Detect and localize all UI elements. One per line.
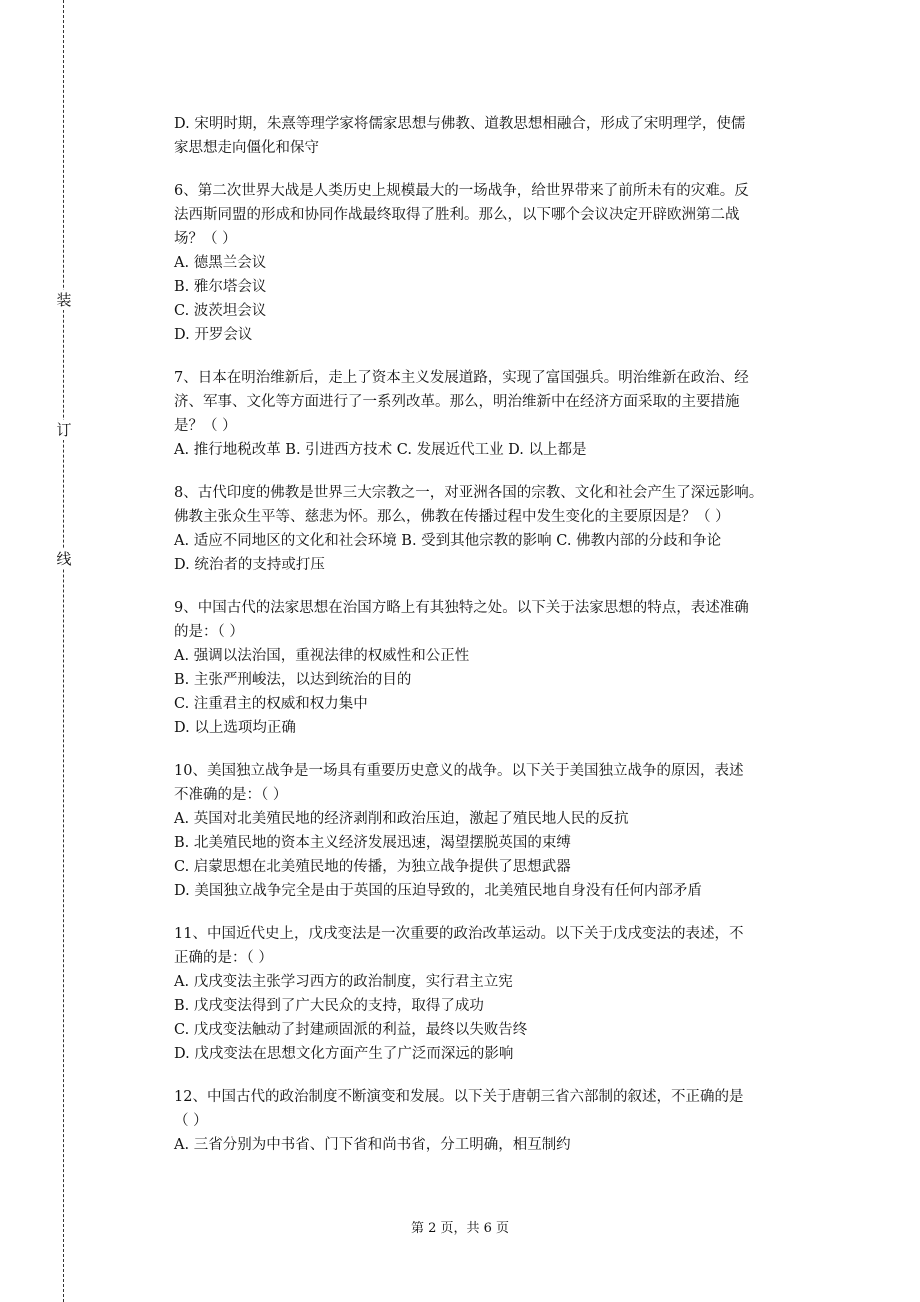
- question-line: A. 三省分别为中书省、门下省和尚书省，分工明确，相互制约: [174, 1137, 571, 1153]
- question-line: A. 戊戌变法主张学习西方的政治制度，实行君主立宪: [174, 974, 513, 990]
- question-line: C. 波茨坦会议: [174, 303, 267, 319]
- question-line: A. 强调以法治国，重视法律的权威性和公正性: [174, 648, 470, 664]
- question-line: D. 开罗会议: [174, 327, 253, 343]
- question-line: 是？（ ）: [174, 418, 237, 434]
- question-line: C. 戊戌变法触动了封建顽固派的利益，最终以失败告终: [174, 1022, 528, 1038]
- question-line: 家思想走向僵化和保守: [174, 140, 319, 156]
- question-line: 9、中国古代的法家思想在治国方略上有其独特之处。以下关于法家思想的特点，表述准确: [174, 600, 749, 616]
- question-line: A. 适应不同地区的文化和社会环境 B. 受到其他宗教的影响 C. 佛教内部的分歧和争论: [174, 533, 722, 549]
- question-block: [174, 759, 814, 903]
- question-block: [174, 112, 814, 160]
- question-block: [174, 596, 814, 740]
- question-gap: [174, 740, 814, 759]
- question-block: [174, 481, 814, 577]
- page-footer: 第 2 页，共 6 页: [410, 1221, 510, 1236]
- question-line: D. 美国独立战争完全是由于英国的压迫导致的，北美殖民地自身没有任何内部矛盾: [174, 883, 702, 899]
- binding-char-ding: 订: [56, 421, 72, 439]
- question-line: B. 雅尔塔会议: [174, 279, 267, 295]
- question-list: [174, 112, 814, 1157]
- question-gap: [174, 1066, 814, 1085]
- question-line: 佛教主张众生平等、慈悲为怀。那么，佛教在传播过程中发生变化的主要原因是？（ ）: [174, 509, 730, 525]
- question-gap: [174, 903, 814, 922]
- question-gap: [174, 160, 814, 179]
- question-block: [174, 179, 814, 347]
- question-line: 8、古代印度的佛教是世界三大宗教之一，对亚洲各国的宗教、文化和社会产生了深远影响。: [174, 485, 764, 501]
- question-gap: [174, 347, 814, 366]
- question-line: A. 推行地税改革 B. 引进西方技术 C. 发展近代工业 D. 以上都是: [174, 442, 587, 458]
- question-line: B. 主张严刑峻法，以达到统治的目的: [174, 672, 412, 688]
- question-line: A. 英国对北美殖民地的经济剥削和政治压迫，激起了殖民地人民的反抗: [174, 811, 629, 827]
- question-line: 12、中国古代的政治制度不断演变和发展。以下关于唐朝三省六部制的叙述，不正确的是: [174, 1089, 744, 1105]
- question-block: [174, 922, 814, 1066]
- question-block: [174, 366, 814, 462]
- question-line: 不准确的是：（ ）: [174, 787, 288, 803]
- question-line: D. 宋明时期，朱熹等理学家将儒家思想与佛教、道教思想相融合，形成了宋明理学，使儒: [174, 116, 746, 132]
- question-line: （ ）: [174, 1113, 208, 1129]
- question-line: 10、美国独立战争是一场具有重要历史意义的战争。以下关于美国独立战争的原因，表述: [174, 763, 744, 779]
- question-line: C. 启蒙思想在北美殖民地的传播，为独立战争提供了思想武器: [174, 859, 571, 875]
- question-line: B. 戊戌变法得到了广大民众的支持，取得了成功: [174, 998, 484, 1014]
- question-line: 6、第二次世界大战是人类历史上规模最大的一场战争，给世界带来了前所未有的灾难。反: [174, 183, 749, 199]
- binding-dashed-line: [63, 0, 64, 1302]
- question-gap: [174, 577, 814, 596]
- question-line: C. 注重君主的权威和权力集中: [174, 696, 368, 712]
- question-line: 法西斯同盟的形成和协同作战最终取得了胜利。那么，以下哪个会议决定开辟欧洲第二战: [174, 207, 740, 223]
- question-line: 济、军事、文化等方面进行了一系列改革。那么，明治维新中在经济方面采取的主要措施: [174, 394, 740, 410]
- question-line: 场？（ ）: [174, 231, 237, 247]
- question-block: [174, 1085, 814, 1157]
- question-line: D. 戊戌变法在思想文化方面产生了广泛而深远的影响: [174, 1046, 514, 1062]
- question-line: 7、日本在明治维新后，走上了资本主义发展道路，实现了富国强兵。明治维新在政治、经: [174, 370, 749, 386]
- binding-char-xian: 线: [56, 550, 72, 568]
- binding-char-zhuang: 装: [56, 291, 72, 309]
- question-line: D. 以上选项均正确: [174, 720, 296, 736]
- question-line: 11、中国近代史上，戊戌变法是一次重要的政治改革运动。以下关于戊戌变法的表述，不: [174, 926, 744, 942]
- question-line: 正确的是：（ ）: [174, 950, 273, 966]
- question-gap: [174, 462, 814, 481]
- question-line: A. 德黑兰会议: [174, 255, 267, 271]
- question-line: 的是：（ ）: [174, 624, 244, 640]
- question-line: B. 北美殖民地的资本主义经济发展迅速，渴望摆脱英国的束缚: [174, 835, 571, 851]
- question-line: D. 统治者的支持或打压: [174, 557, 325, 573]
